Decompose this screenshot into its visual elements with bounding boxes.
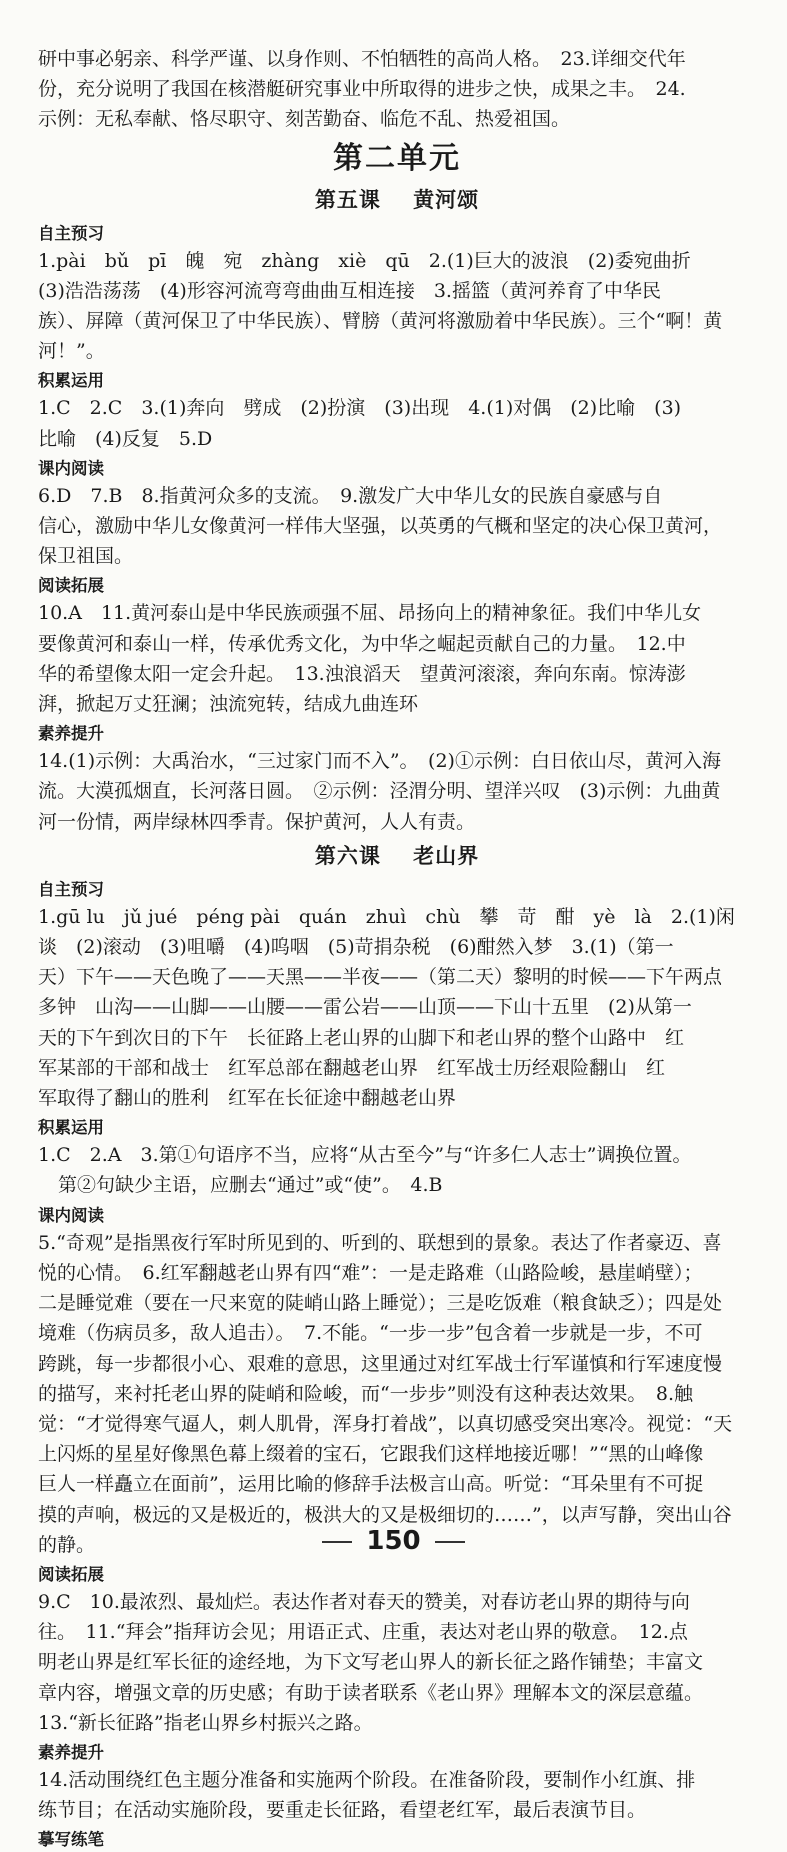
answer-line: 比喻 (4)反复 5.D	[38, 427, 213, 450]
answer-line: 5.“奇观”是指黑夜行军时所见到的、听到的、联想到的景象。表达了作者豪迈、喜	[38, 1231, 722, 1254]
answer-line: 华的希望像太阳一定会升起。 13.浊浪滔天 望黄河滚滚，奔向东南。惊涛澎	[38, 662, 686, 685]
answer-line: 巨人一样矗立在面前”，运用比喻的修辞手法极言山高。听觉：“耳朵里有不可捉	[38, 1473, 704, 1496]
answer-line: 湃，掀起万丈狂澜；浊流宛转，结成九曲连环	[38, 693, 419, 716]
answer-line: 往。 11.“拜会”指拜访会见；用语正式、庄重，表达对老山界的敬意。 12.点	[38, 1621, 688, 1644]
answer-line: 上闪烁的星星好像黑色幕上缀着的宝石，它跟我们这样地接近哪！”“黑的山峰像	[38, 1443, 704, 1466]
section-heading: 课内阅读	[38, 458, 104, 478]
lesson-6-number: 第六课	[314, 842, 381, 868]
answer-page	[38, 44, 756, 1852]
section-heading: 素养提升	[38, 724, 104, 744]
lesson-5-name: 黄河颂	[413, 186, 480, 212]
answer-line: 跨跳，每一步都很小心、艰难的意思，这里通过对红军战士行军谨慎和行军速度慢	[38, 1352, 723, 1375]
lesson-6-body	[38, 877, 756, 1852]
answer-line: 河一份情，两岸绿林四季青。保护黄河，人人有责。	[38, 810, 476, 833]
answer-line: 练节目；在活动实施阶段，要重走长征路，看望老红军，最后表演节目。	[38, 1799, 647, 1822]
answer-line: 流。大漠孤烟直，长河落日圆。 ②示例：泾渭分明、望洋兴叹 (3)示例：九曲黄	[38, 780, 721, 803]
unit-title: 第二单元	[333, 140, 461, 176]
page-number-value: 150	[366, 1526, 421, 1556]
section-heading: 阅读拓展	[38, 576, 104, 596]
answer-line: 的静。	[38, 1533, 96, 1556]
answer-line: 9.C 10.最浓烈、最灿烂。表达作者对春天的赞美，对春访老山界的期待与向	[38, 1590, 690, 1613]
section-heading: 积累运用	[38, 371, 104, 391]
page-number	[0, 1526, 787, 1556]
page-number-dash-right	[435, 1541, 465, 1543]
answer-line: 1.gū lu jǔ jué péng pài quán zhuì chù 攀 苛 酣 yè là 2.(1)闲	[38, 905, 735, 928]
section-heading: 自主预习	[38, 879, 104, 899]
section-heading: 自主预习	[38, 223, 104, 243]
answer-line: 13.“新长征路”指老山界乡村振兴之路。	[38, 1711, 373, 1734]
answer-line: 要像黄河和泰山一样，传承优秀文化，为中华之崛起贡献自己的力量。 12.中	[38, 632, 686, 655]
answer-line: 军取得了翻山的胜利 红军在长征途中翻越老山界	[38, 1087, 457, 1110]
answer-line: 1.C 2.C 3.(1)奔向 劈成 (2)扮演 (3)出现 4.(1)对偶 (2)比喻 (3)	[38, 397, 682, 420]
answer-line: 摸的声响，极远的又是极近的，极洪大的又是极细切的……”，以声写静，突出山谷	[38, 1503, 732, 1526]
answer-line: 14.活动围绕红色主题分准备和实施两个阶段。在准备阶段，要制作小红旗、排	[38, 1768, 696, 1791]
answer-line: 研中事必躬亲、科学严谨、以身作则、不怕牺牲的高尚人格。 23.详细交代年	[38, 48, 686, 70]
section-heading: 积累运用	[38, 1118, 104, 1138]
answer-line: 军某部的干部和战士 红军总部在翻越老山界 红军战士历经艰险翻山 红	[38, 1056, 666, 1079]
answer-line: 章内容，增强文章的历史感；有助于读者联系《老山界》理解本文的深层意蕴。	[38, 1681, 704, 1704]
lesson-6-title	[38, 837, 756, 875]
answer-line: 悦的心情。 6.红军翻越老山界有四“难”：一是走路难（山路险峻，悬崖峭壁）；	[38, 1261, 703, 1284]
answer-line: 10.A 11.黄河泰山是中华民族顽强不屈、昂扬向上的精神象征。我们中华儿女	[38, 602, 702, 625]
answer-line: 信心，激励中华儿女像黄河一样伟大坚强，以英勇的气概和坚定的决心保卫黄河，	[38, 515, 723, 538]
answer-line: 明老山界是红军长征的途经地，为下文写老山界人的新长征之路作铺垫；丰富文	[38, 1651, 704, 1674]
answer-line: 天）下午——天色晚了——天黑——半夜——（第二天）黎明的时候——下午两点	[38, 966, 723, 989]
section-heading: 摹写练笔	[38, 1830, 104, 1850]
answer-line: (3)浩浩荡荡 (4)形容河流弯弯曲曲互相连接 3.摇篮（黄河养育了中华民	[38, 279, 661, 302]
answer-line: 天的下午到次日的下午 长征路上老山界的山脚下和老山界的整个山路中 红	[38, 1026, 685, 1049]
answer-line: 示例：无私奉献、恪尽职守、刻苦勤奋、临危不乱、热爱祖国。	[38, 108, 571, 131]
answer-line: 6.D 7.B 8.指黄河众多的支流。 9.激发广大中华儿女的民族自豪感与自	[38, 484, 663, 507]
answer-line: 谈 (2)滚动 (3)咀嚼 (4)呜咽 (5)苛捐杂税 (6)酣然入梦 3.(1)（第一	[38, 936, 674, 959]
answer-line: 族）、屏障（黄河保卫了中华民族）、臂膀（黄河将激励着中华民族）。三个“啊！黄	[38, 310, 723, 333]
page-number-dash-left	[322, 1541, 352, 1543]
section-heading: 阅读拓展	[38, 1564, 104, 1584]
answer-line: 1.pài bǔ pī 魄 宛 zhàng xiè qū 2.(1)巨大的波浪 (2)委宛曲折	[38, 249, 691, 272]
answer-line: 境难（伤病员多，敌人追击）。 7.不能。“一步一步”包含着一步就是一步，不可	[38, 1322, 703, 1345]
intro-continuation	[38, 44, 756, 135]
answer-line: 份，充分说明了我国在核潜艇研究事业中所取得的进步之快，成果之丰。 24.	[38, 78, 686, 101]
answer-line: 觉：“才觉得寒气逼人，刺人肌骨，浑身打着战”，以真切感受突出寒冷。视觉：“天	[38, 1412, 733, 1435]
answer-line: 多钟 山沟——山脚——山腰——雷公岩——山顶——下山十五里 (2)从第一	[38, 996, 692, 1019]
answer-line: 14.(1)示例：大禹治水，“三过家门而不入”。 (2)①示例：白日依山尽，黄河入海	[38, 750, 721, 773]
answer-line: 河！”。	[38, 340, 105, 363]
lesson-6-name: 老山界	[413, 842, 480, 868]
lesson-5-body	[38, 221, 756, 837]
answer-line: 1.C 2.A 3.第①句语序不当，应将“从古至今”与“许多仁人志士”调换位置。	[38, 1144, 692, 1167]
answer-line: 二是睡觉难（要在一尺来宽的陡峭山路上睡觉）；三是吃饭难（粮食缺乏）；四是处	[38, 1292, 723, 1315]
lesson-5-number: 第五课	[314, 186, 381, 212]
lesson-5-title	[38, 181, 756, 219]
answer-line: 保卫祖国。	[38, 545, 134, 568]
answer-line: 的描写，来衬托老山界的陡峭和险峻，而“一步步”则没有这种表达效果。 8.触	[38, 1382, 694, 1405]
section-heading: 课内阅读	[38, 1205, 104, 1225]
section-heading: 素养提升	[38, 1742, 104, 1762]
answer-line: 第②句缺少主语，应删去“通过”或“使”。 4.B	[58, 1174, 443, 1197]
